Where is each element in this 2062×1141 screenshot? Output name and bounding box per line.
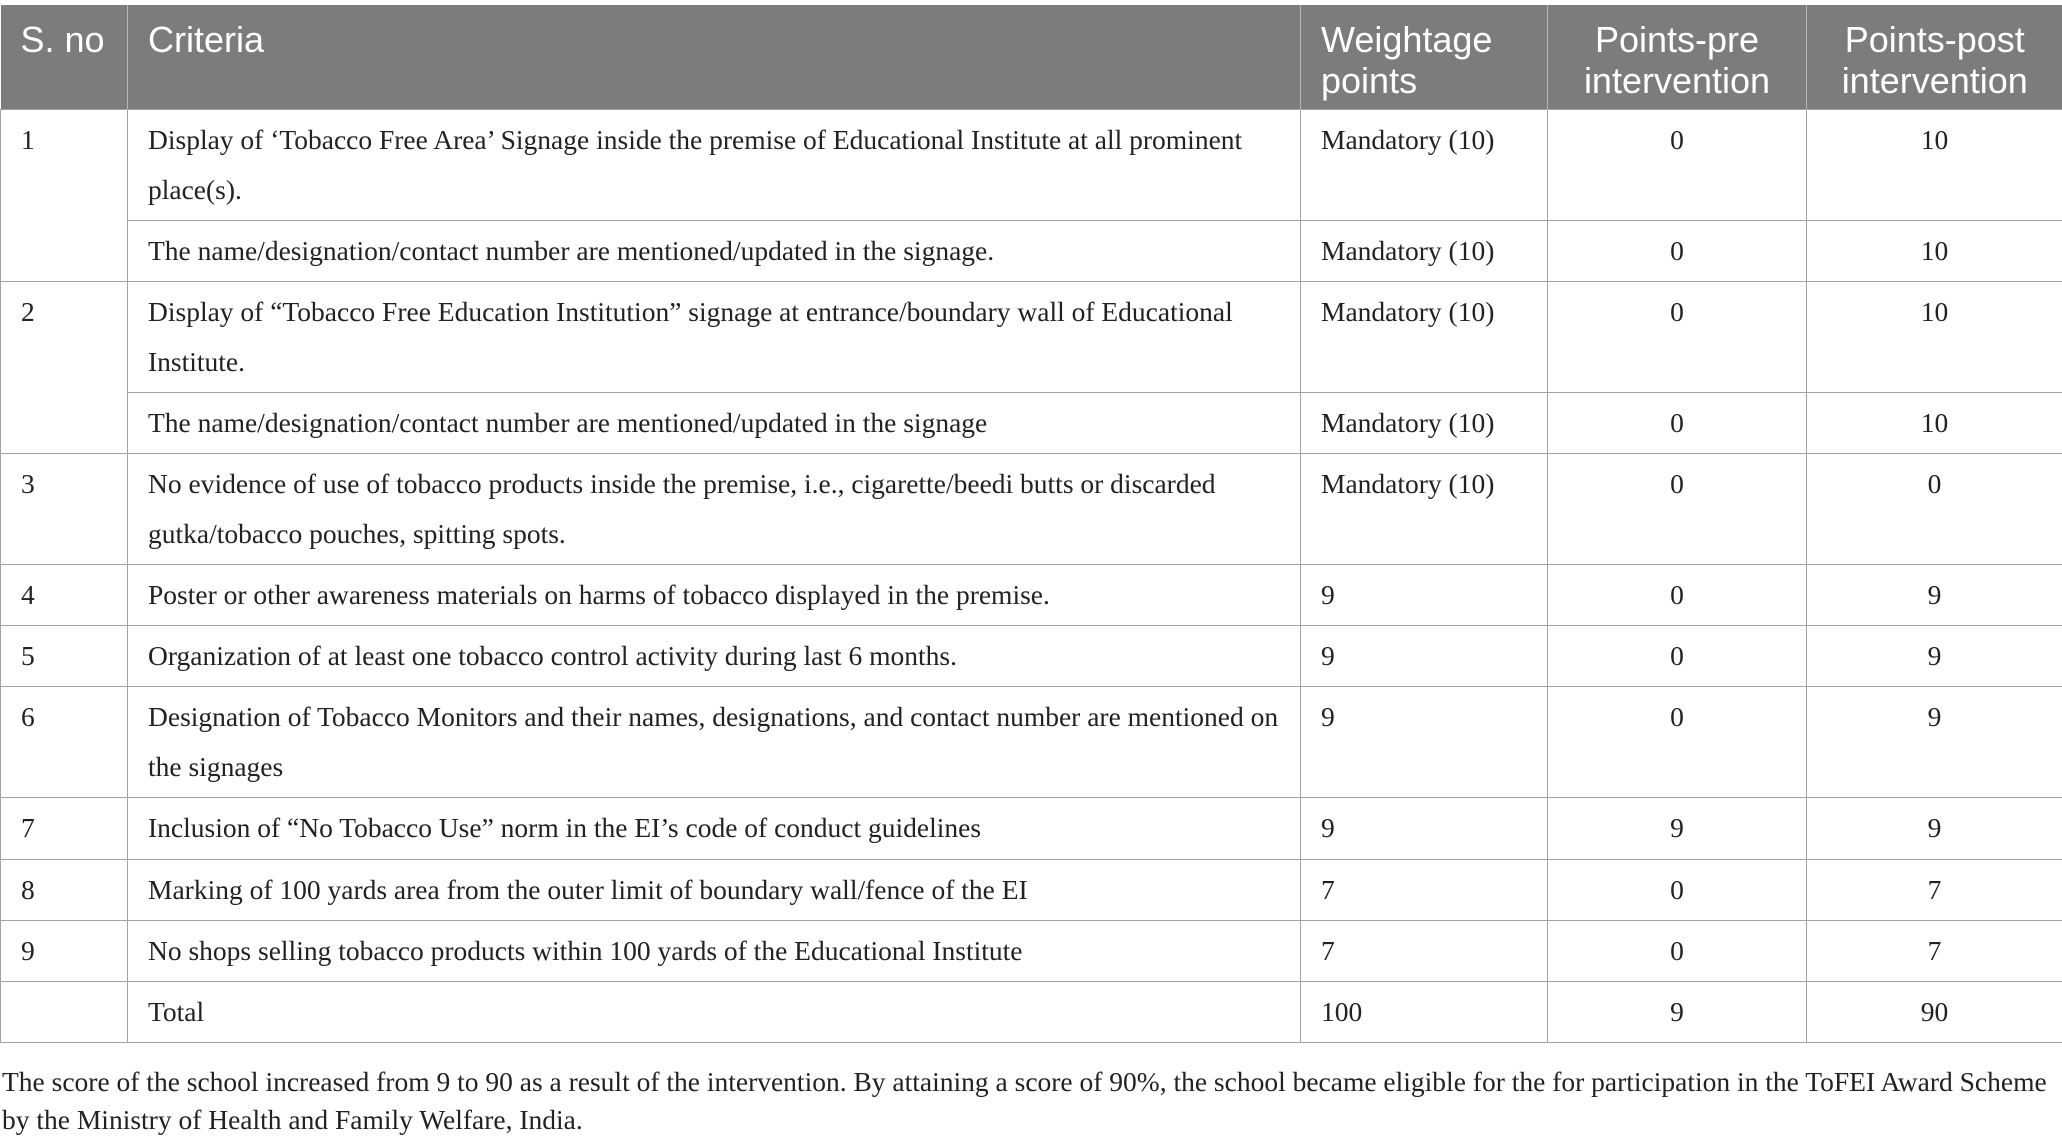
weightage-cell: 9 bbox=[1301, 565, 1548, 626]
table-row bbox=[1, 626, 2062, 687]
sno-cell: 8 bbox=[1, 860, 128, 921]
weightage-cell: 7 bbox=[1301, 921, 1548, 982]
points-pre-cell: 0 bbox=[1548, 860, 1807, 921]
criteria-cell: Designation of Tobacco Monitors and their names, designations, and contact number are mentioned on the signages bbox=[128, 687, 1301, 798]
weightage-cell: 7 bbox=[1301, 860, 1548, 921]
table-row bbox=[1, 393, 2062, 454]
points-pre-cell: 0 bbox=[1548, 626, 1807, 687]
points-post-cell: 0 bbox=[1807, 454, 2062, 565]
points-post-cell: 9 bbox=[1807, 687, 2062, 798]
criteria-cell: The name/designation/contact number are mentioned/updated in the signage bbox=[128, 393, 1301, 454]
table-row bbox=[1, 282, 2062, 393]
points-pre-cell: 0 bbox=[1548, 282, 1807, 393]
sno-cell bbox=[1, 982, 128, 1043]
points-post-cell: 7 bbox=[1807, 921, 2062, 982]
weightage-cell: Mandatory (10) bbox=[1301, 282, 1548, 393]
criteria-cell: No shops selling tobacco products within 100 yards of the Educational Institute bbox=[128, 921, 1301, 982]
table-row bbox=[1, 798, 2062, 860]
weightage-cell: Mandatory (10) bbox=[1301, 110, 1548, 221]
header-criteria: Criteria bbox=[128, 5, 1301, 110]
criteria-cell: Display of ‘Tobacco Free Area’ Signage inside the premise of Educational Institute at all prominent place(s). bbox=[128, 110, 1301, 221]
total-label-cell: Total bbox=[128, 982, 1301, 1043]
table-row bbox=[1, 860, 2062, 921]
criteria-cell: Poster or other awareness materials on harms of tobacco displayed in the premise. bbox=[128, 565, 1301, 626]
points-pre-cell: 0 bbox=[1548, 110, 1807, 221]
weightage-cell: Mandatory (10) bbox=[1301, 393, 1548, 454]
sno-cell: 2 bbox=[1, 282, 128, 454]
criteria-cell: Inclusion of “No Tobacco Use” norm in the EI’s code of conduct guidelines bbox=[128, 798, 1301, 860]
criteria-table bbox=[0, 5, 2062, 1043]
weightage-cell: Mandatory (10) bbox=[1301, 221, 1548, 282]
points-post-cell: 9 bbox=[1807, 626, 2062, 687]
criteria-cell: Display of “Tobacco Free Education Institution” signage at entrance/boundary wall of Educational Institute. bbox=[128, 282, 1301, 393]
table-row bbox=[1, 565, 2062, 626]
points-post-cell: 10 bbox=[1807, 221, 2062, 282]
points-post-cell: 7 bbox=[1807, 860, 2062, 921]
total-points-pre-cell: 9 bbox=[1548, 982, 1807, 1043]
header-points-pre: Points-pre intervention bbox=[1548, 5, 1807, 110]
points-post-cell: 10 bbox=[1807, 110, 2062, 221]
table-row bbox=[1, 221, 2062, 282]
points-post-cell: 10 bbox=[1807, 393, 2062, 454]
sno-cell: 5 bbox=[1, 626, 128, 687]
points-post-cell: 9 bbox=[1807, 798, 2062, 860]
sno-cell: 4 bbox=[1, 565, 128, 626]
table-footnote: The score of the school increased from 9 to 90 as a result of the intervention. By attaining a score of 90%, the school became eligible for the for participation in the ToFEI Award Scheme by the Ministry of Health and Family Welfare, India. bbox=[2, 1066, 2047, 1135]
total-weightage-cell: 100 bbox=[1301, 982, 1548, 1043]
criteria-cell: Marking of 100 yards area from the outer limit of boundary wall/fence of the EI bbox=[128, 860, 1301, 921]
points-pre-cell: 0 bbox=[1548, 454, 1807, 565]
total-row bbox=[1, 982, 2062, 1043]
criteria-cell: No evidence of use of tobacco products inside the premise, i.e., cigarette/beedi butts or discarded gutka/tobacco pouches, spitting spots. bbox=[128, 454, 1301, 565]
table-header bbox=[1, 5, 2062, 110]
sno-cell: 9 bbox=[1, 921, 128, 982]
weightage-cell: 9 bbox=[1301, 687, 1548, 798]
header-points-post: Points-post intervention bbox=[1807, 5, 2062, 110]
sno-cell: 7 bbox=[1, 798, 128, 860]
points-pre-cell: 0 bbox=[1548, 565, 1807, 626]
weightage-cell: 9 bbox=[1301, 626, 1548, 687]
header-weightage: Weightage points bbox=[1301, 5, 1548, 110]
sno-cell: 3 bbox=[1, 454, 128, 565]
points-post-cell: 10 bbox=[1807, 282, 2062, 393]
points-pre-cell: 0 bbox=[1548, 687, 1807, 798]
points-pre-cell: 0 bbox=[1548, 921, 1807, 982]
total-points-post-cell: 90 bbox=[1807, 982, 2062, 1043]
table-body bbox=[1, 110, 2062, 1043]
weightage-cell: Mandatory (10) bbox=[1301, 454, 1548, 565]
header-row bbox=[1, 5, 2062, 110]
points-pre-cell: 0 bbox=[1548, 221, 1807, 282]
table-row bbox=[1, 687, 2062, 798]
points-pre-cell: 9 bbox=[1548, 798, 1807, 860]
criteria-cell: The name/designation/contact number are mentioned/updated in the signage. bbox=[128, 221, 1301, 282]
sno-cell: 6 bbox=[1, 687, 128, 798]
table-row bbox=[1, 921, 2062, 982]
criteria-cell: Organization of at least one tobacco control activity during last 6 months. bbox=[128, 626, 1301, 687]
table-row bbox=[1, 454, 2062, 565]
weightage-cell: 9 bbox=[1301, 798, 1548, 860]
points-pre-cell: 0 bbox=[1548, 393, 1807, 454]
sno-cell: 1 bbox=[1, 110, 128, 282]
header-sno: S. no bbox=[1, 5, 128, 110]
points-post-cell: 9 bbox=[1807, 565, 2062, 626]
table-row bbox=[1, 110, 2062, 221]
